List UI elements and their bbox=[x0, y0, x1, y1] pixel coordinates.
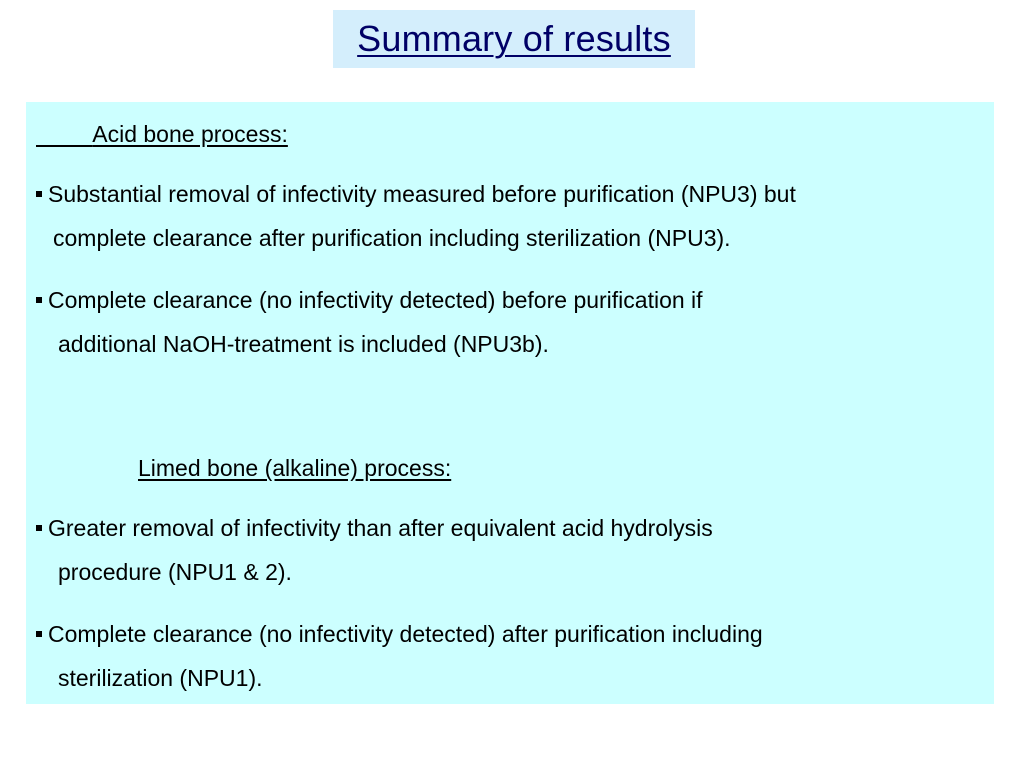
bullet-square-icon bbox=[36, 525, 42, 531]
results-panel bbox=[26, 102, 994, 704]
bullet-line2: procedure (NPU1 & 2). bbox=[58, 559, 292, 585]
bullet-square-icon bbox=[36, 297, 42, 303]
bullet-line2: sterilization (NPU1). bbox=[58, 665, 263, 691]
heading-indent bbox=[36, 121, 92, 147]
section-heading-acid-bone bbox=[36, 120, 288, 148]
heading-text: Limed bone (alkaline) process: bbox=[138, 455, 452, 481]
section-heading-limed-bone bbox=[138, 454, 451, 482]
bullet-square-icon bbox=[36, 191, 42, 197]
bullet-line2: additional NaOH-treatment is included (NPU3b). bbox=[58, 331, 549, 357]
bullet-line1: Complete clearance (no infectivity detected) after purification including bbox=[48, 621, 763, 647]
slide-title: Summary of results bbox=[357, 18, 671, 59]
title-box bbox=[333, 10, 695, 68]
bullet-line2: complete clearance after purification including sterilization (NPU3). bbox=[53, 225, 731, 251]
bullet-limed-2 bbox=[36, 612, 763, 700]
bullet-acid-2 bbox=[36, 278, 703, 366]
bullet-square-icon bbox=[36, 631, 42, 637]
bullet-line1: Greater removal of infectivity than after equivalent acid hydrolysis bbox=[48, 515, 713, 541]
bullet-line1: Substantial removal of infectivity measured before purification (NPU3) but bbox=[48, 181, 796, 207]
bullet-limed-1 bbox=[36, 506, 713, 594]
heading-text: Acid bone process: bbox=[92, 121, 288, 147]
bullet-acid-1 bbox=[36, 172, 796, 260]
bullet-line1: Complete clearance (no infectivity detected) before purification if bbox=[48, 287, 703, 313]
